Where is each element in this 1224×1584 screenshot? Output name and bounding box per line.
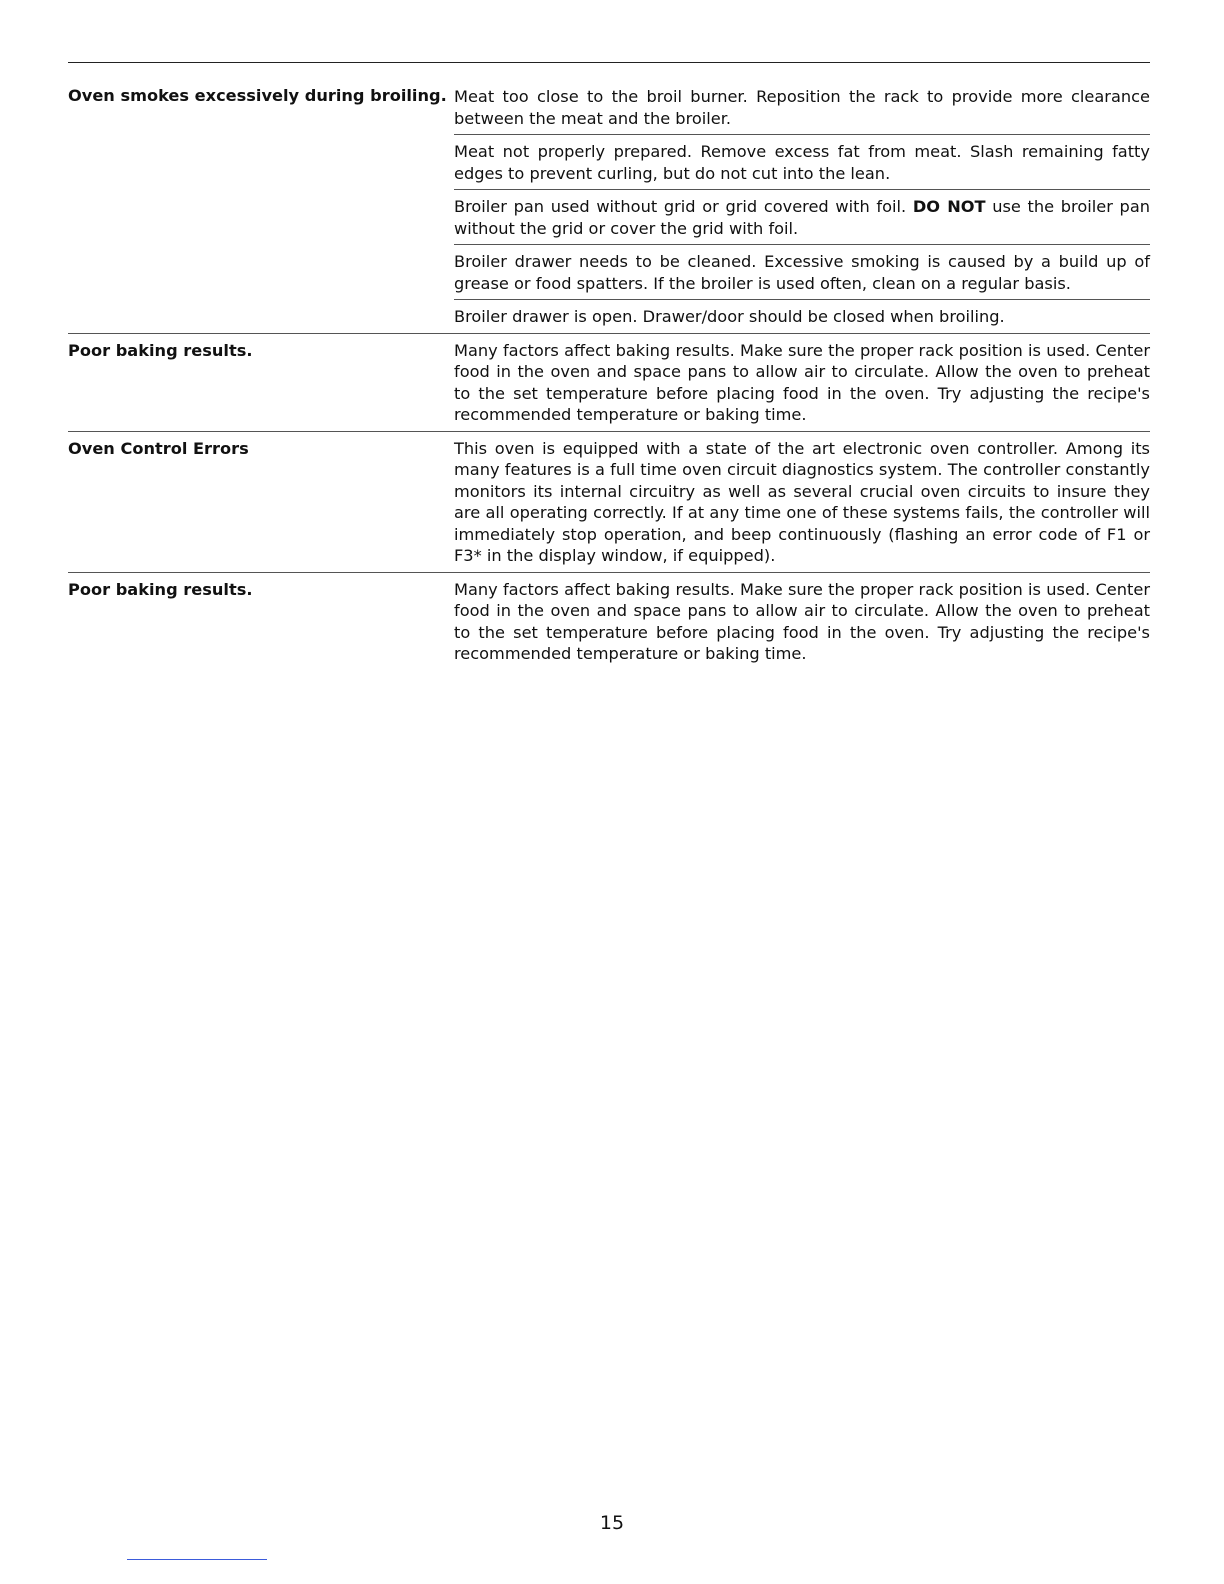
solution-text: Meat too close to the broil burner. Reposition the rack to provide more clearance between the meat and the broiler. [454,84,1150,135]
solution-text: Broiler drawer is open. Drawer/door should be closed when broiling. [454,307,1005,326]
solution-text-part: use the broiler pan without the grid or cover the grid with foil. [454,197,1151,238]
troubleshooting-table [68,84,1150,670]
problem-label: Oven smokes excessively during broiling. [68,86,447,105]
problem-label: Oven Control Errors [68,438,249,458]
table-row [68,573,1150,670]
solution-text: Many factors affect baking results. Make sure the proper rack position is used. Center food in the oven and space pans to allow air to circulate. Allow the oven to preheat to the set temperature before placing food in the oven. Try adjusting the recipe's recommended temperature or baking time. [454,340,1150,424]
problem-label: Poor baking results. [68,579,253,599]
table-row [68,334,1150,432]
table-row [68,84,1150,334]
top-rule [68,62,1150,63]
solution-text: This oven is equipped with a state of the art electronic oven controller. Among its many features is a full time oven circuit diagnostics system. The controller constantly monitors its internal circuitry as well as several crucial oven circuits to insure they are all operating correctly. If at any time one of these systems fails, the controller will immediately stop operation, and beep continuously (flashing an error code of F1 or F3* in the display window, if equipped). [454,438,1150,565]
solution-text: Meat not properly prepared. Remove excess fat from meat. Slash remaining fatty edges to prevent curling, but do not cut into the lean. [454,135,1150,190]
solution-text: Many factors affect baking results. Make sure the proper rack position is used. Center food in the oven and space pans to allow air to circulate. Allow the oven to preheat to the set temperature before placing food in the oven. Try adjusting the recipe's recommended temperature or baking time. [454,579,1150,663]
footer-rule [127,1559,267,1560]
solution-text-part: Broiler pan used without grid or grid covered with foil. [454,197,913,216]
solution-list [454,84,1150,333]
solution-list [454,334,1150,431]
emphasis-text: DO NOT [912,197,986,216]
solution-text: Broiler drawer needs to be cleaned. Excessive smoking is caused by a build up of grease or food spatters. If the broiler is used often, clean on a regular basis. [454,245,1150,300]
table-row [68,432,1150,573]
solution-text [454,190,1150,245]
page-number: 15 [599,1512,625,1534]
problem-label: Poor baking results. [68,340,253,360]
solution-list [454,432,1150,572]
solution-list [454,573,1150,670]
